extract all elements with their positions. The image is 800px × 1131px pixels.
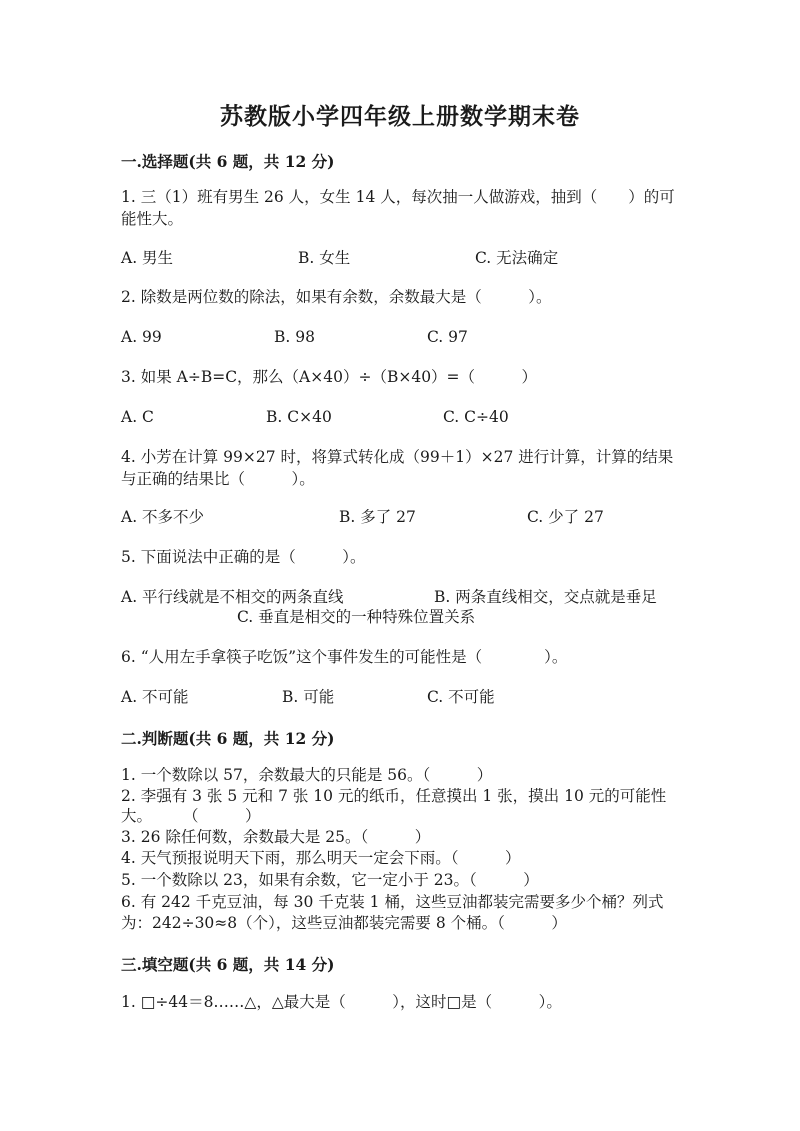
section-heading-fill: 三.填空题(共 6 题，共 14 分) — [121, 955, 335, 974]
option-a: A. 男生 — [121, 249, 174, 267]
judge-line: 6. 有 242 千克豆油，每 30 千克装 1 桶，这些豆油都装完需要多少个桶？列式 — [121, 893, 664, 911]
fill-line: 1. □÷44＝8……△，△最大是（ ），这时□是（ ）。 — [121, 993, 562, 1011]
option-c: C. 不可能 — [427, 688, 495, 706]
question-text: 5. 下面说法中正确的是（ ）。 — [121, 548, 366, 566]
option-b: B. 女生 — [298, 249, 351, 267]
judge-line: 为：242÷30≈8（个），这些豆油都装完需要 8 个桶。（ ） — [121, 914, 567, 932]
option-c: C. 垂直是相交的一种特殊位置关系 — [237, 608, 476, 626]
option-a: A. C — [121, 408, 154, 426]
option-a: A. 不多不少 — [121, 508, 205, 526]
page-title: 苏教版小学四年级上册数学期末卷 — [220, 103, 580, 130]
section-heading-choice: 一.选择题(共 6 题，共 12 分) — [121, 152, 335, 171]
judge-line: 2. 李强有 3 张 5 元和 7 张 10 元的纸币，任意摸出 1 张，摸出 10 元的可能性 — [121, 787, 667, 805]
option-a: A. 不可能 — [121, 688, 189, 706]
question-text: 与正确的结果比（ ）。 — [121, 470, 315, 488]
option-b: B. 98 — [274, 328, 315, 346]
judge-line: 4. 天气预报说明天下雨，那么明天一定会下雨。（ ） — [121, 849, 521, 867]
question-text: 6. “人用左手拿筷子吃饭”这个事件发生的可能性是（ ）。 — [121, 648, 568, 666]
option-b: B. 多了 27 — [339, 508, 416, 526]
judge-line: 3. 26 除任何数，余数最大是 25。（ ） — [121, 828, 431, 846]
option-b: B. 两条直线相交，交点就是垂足 — [434, 588, 657, 606]
question-text: 1. 三（1）班有男生 26 人，女生 14 人，每次抽一人做游戏，抽到（ ）的可 — [121, 188, 675, 206]
option-c: C. 97 — [427, 328, 468, 346]
question-text: 4. 小芳在计算 99×27 时，将算式转化成（99＋1）×27 进行计算，计算的结果 — [121, 448, 674, 466]
question-text: 能性大。 — [121, 210, 184, 228]
option-c: C. 少了 27 — [527, 508, 604, 526]
judge-line: 1. 一个数除以 57，余数最大的只能是 56。（ ） — [121, 766, 493, 784]
question-text: 3. 如果 A÷B=C，那么（A×40）÷（B×40）=（ ） — [121, 368, 538, 386]
option-b: B. 可能 — [282, 688, 335, 706]
option-a: A. 平行线就是不相交的两条直线 — [121, 588, 344, 606]
question-text: 2. 除数是两位数的除法，如果有余数，余数最大是（ ）。 — [121, 288, 552, 306]
judge-line: 5. 一个数除以 23，如果有余数，它一定小于 23。（ ） — [121, 871, 539, 889]
option-c: C. 无法确定 — [475, 249, 559, 267]
option-b: B. C×40 — [266, 408, 332, 426]
section-heading-judge: 二.判断题(共 6 题，共 12 分) — [121, 729, 335, 748]
option-c: C. C÷40 — [443, 408, 509, 426]
judge-line: 大。 （ ） — [121, 807, 261, 825]
option-a: A. 99 — [121, 328, 162, 346]
